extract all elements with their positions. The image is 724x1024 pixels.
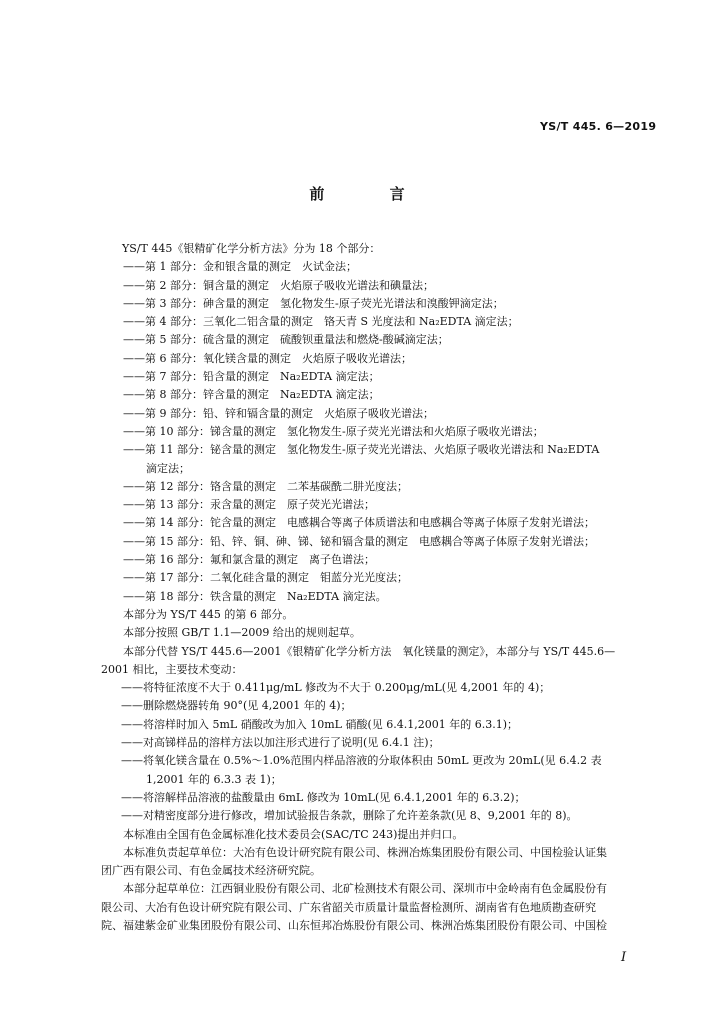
part-item: ——第 10 部分：锑含量的测定 氢化物发生-原子荧光光谱法和火焰原子吸收光谱法； [123,424,544,438]
part-item: ——第 16 部分：氟和氯含量的测定 离子色谱法； [123,553,375,567]
part-item: ——第 17 部分：二氧化硅含量的测定 钼蓝分光光度法； [123,571,408,585]
change-item: ——将溶样时加入 5mL 硝酸改为加入 10mL 硝酸(见 6.4.1,2001 年的 6.3.1)； [121,717,518,731]
drafting-rules-statement: 本部分按照 GB/T 1.1—2009 给出的规则起草。 [123,626,361,640]
proposed-by-statement: 本标准由全国有色金属标准化技术委员会(SAC/TC 243)提出并归口。 [123,827,464,841]
part-item: ——第 15 部分：铅、锌、铜、砷、锑、铋和镉含量的测定 电感耦合等离子体原子发射光谱法； [123,534,595,548]
part-item: ——第 5 部分：硫含量的测定 硫酸钡重量法和燃烧-酸碱滴定法； [123,333,449,347]
standard-code: YS/T 445. 6—2019 [540,120,657,133]
part-item: ——第 4 部分：三氧化二铝含量的测定 铬天青 S 光度法和 Na₂EDTA 滴定法； [123,315,519,329]
change-item-continuation: 1,2001 年的 6.3.3 表 1)； [146,772,282,786]
participants-continuation: 院、福建紫金矿业集团股份有限公司、山东恒邦冶炼股份有限公司、株洲冶炼集团股份有限公司、中国检 [101,918,607,932]
change-item: ——将氧化镁含量在 0.5%～1.0%范围内样品溶液的分取体积由 50mL 更改为 20mL(见 6.4.2 表 [121,754,602,768]
change-item: ——将溶解样品溶液的盐酸量由 6mL 修改为 10mL(见 6.4.1,2001 年的 6.3.2)； [121,790,526,804]
part-item: ——第 6 部分：氧化镁含量的测定 火焰原子吸收光谱法； [123,351,412,365]
drafting-org-statement: 本标准负责起草单位：大冶有色设计研究院有限公司、株洲冶炼集团股份有限公司、中国检验认证集 [123,845,607,859]
change-item: ——删除燃烧器转角 90°(见 4,2001 年的 4)； [121,699,352,713]
part-item: ——第 13 部分：汞含量的测定 原子荧光光谱法； [123,498,375,512]
part-item: ——第 14 部分：铊含量的测定 电感耦合等离子体质谱法和电感耦合等离子体原子发射光谱法； [123,516,595,530]
part-item: ——第 3 部分：砷含量的测定 氢化物发生-原子荧光光谱法和溴酸钾滴定法； [123,296,504,310]
part-item: ——第 12 部分：铬含量的测定 二苯基碳酰二肼光度法； [123,479,408,493]
replacement-statement-continuation: 2001 相比，主要技术变动： [101,662,243,676]
page-number: I [621,950,627,965]
part-item: ——第 2 部分：铜含量的测定 火焰原子吸收光谱法和碘量法； [123,278,434,292]
part-item: ——第 11 部分：铋含量的测定 氢化物发生-原子荧光光谱法、火焰原子吸收光谱法和 Na₂EDTA [123,443,600,457]
replacement-statement: 本部分代替 YS/T 445.6—2001《银精矿化学分析方法 氧化镁量的测定》，本部分与 YS/T 445.6— [123,644,616,658]
participants-continuation: 限公司、大冶有色设计研究院有限公司、广东省韶关市质量计量监督检测所、湖南省有色地质勘查研究 [101,900,596,914]
part-item: ——第 8 部分：锌含量的测定 Na₂EDTA 滴定法； [123,388,380,402]
change-item: ——将特征浓度不大于 0.411μg/mL 修改为不大于 0.200μg/mL(见 4,2001 年的 4)； [121,681,551,695]
participants-statement: 本部分起草单位：江西铜业股份有限公司、北矿检测技术有限公司、深圳市中金岭南有色金属股份有 [123,882,607,896]
part-item: ——第 9 部分：铅、锌和镉含量的测定 火焰原子吸收光谱法； [123,406,434,420]
change-item: ——对高锑样品的溶样方法以加注形式进行了说明(见 6.4.1 注)； [121,736,440,750]
part-item: ——第 18 部分：铁含量的测定 Na₂EDTA 滴定法。 [123,589,387,603]
change-item: ——对精密度部分进行修改，增加试验报告条款，删除了允许差条款(见 8、9,2001 年的 8)。 [121,809,578,823]
page-title: 前 言 [309,185,435,203]
part-item: ——第 1 部分：金和银含量的测定 火试金法； [123,260,357,274]
intro-paragraph: YS/T 445《银精矿化学分析方法》分为 18 个部分： [122,242,381,255]
part-statement: 本部分为 YS/T 445 的第 6 部分。 [123,607,294,621]
foreword-body [101,240,636,935]
part-item-continuation: 滴定法； [146,461,190,475]
drafting-org-continuation: 团广西有限公司、有色金属技术经济研究院。 [101,864,321,878]
part-item: ——第 7 部分：铅含量的测定 Na₂EDTA 滴定法； [123,370,380,384]
